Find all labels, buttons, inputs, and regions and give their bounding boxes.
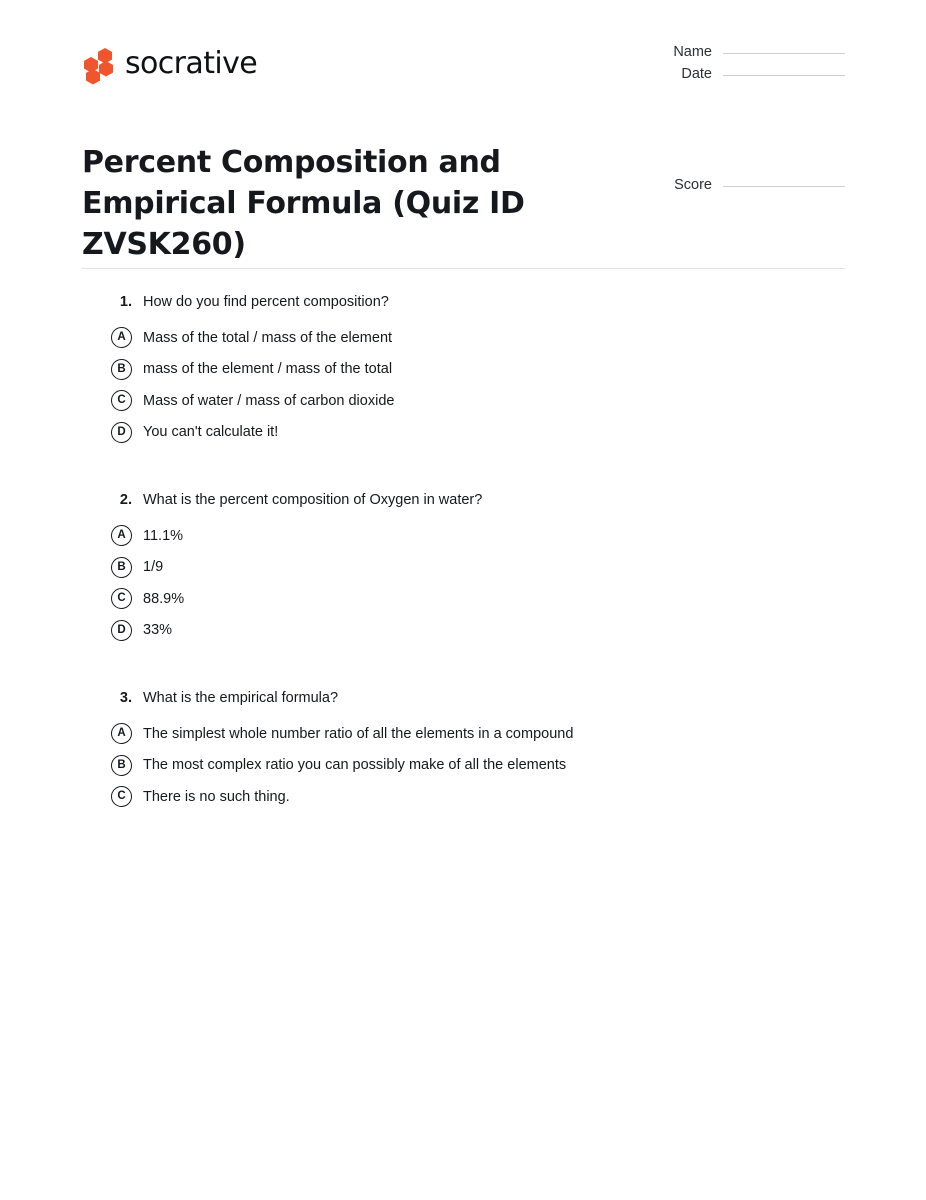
answer-option-text: 11.1%	[143, 527, 184, 544]
answer-option-row[interactable]	[82, 322, 845, 354]
score-field-label: Score	[674, 177, 712, 193]
answer-bubble-wrap	[82, 620, 143, 641]
student-info-fields	[545, 44, 845, 88]
socrative-hexagon-logo-icon	[82, 48, 114, 82]
question-block	[82, 490, 845, 646]
question-header	[82, 490, 845, 514]
quiz-title: Percent Composition and Empirical Formula (Quiz ID ZVSK260)	[82, 145, 525, 263]
answer-bubble-wrap	[82, 557, 143, 578]
answer-option-row[interactable]	[82, 583, 845, 615]
question-number: 3.	[119, 690, 132, 706]
name-field-rule[interactable]	[723, 53, 845, 54]
answer-choice-bubble[interactable]: B	[111, 755, 132, 776]
answer-option-row[interactable]	[82, 417, 845, 449]
answer-option-row[interactable]	[82, 520, 845, 552]
answer-choice-bubble[interactable]: B	[111, 359, 132, 380]
score-field-rule[interactable]	[723, 186, 845, 187]
answer-choice-bubble[interactable]: A	[111, 525, 132, 546]
answer-option-row[interactable]	[82, 615, 845, 647]
question-number: 2.	[119, 492, 132, 508]
answer-option-text: You can't calculate it!	[143, 424, 279, 441]
answer-bubble-wrap	[82, 723, 143, 744]
answer-option-text: The simplest whole number ratio of all the elements in a compound	[143, 725, 574, 742]
answer-bubble-wrap	[82, 786, 143, 807]
answer-choice-bubble[interactable]: B	[111, 557, 132, 578]
answer-bubble-wrap	[82, 525, 143, 546]
name-field-row	[545, 44, 845, 66]
answer-choice-bubble[interactable]: C	[111, 588, 132, 609]
question-block	[82, 688, 845, 813]
answer-choice-bubble[interactable]: C	[111, 390, 132, 411]
answer-option-row[interactable]	[82, 750, 845, 782]
answer-option-row[interactable]	[82, 781, 845, 813]
answer-choice-bubble[interactable]: D	[111, 422, 132, 443]
answer-option-row[interactable]	[82, 552, 845, 584]
score-field-row	[674, 177, 845, 193]
answer-bubble-wrap	[82, 327, 143, 348]
date-field-row	[545, 66, 845, 88]
socrative-brand	[82, 48, 257, 82]
name-field-label: Name	[673, 44, 712, 60]
answer-option-text: 33%	[143, 622, 173, 639]
answer-option-text: 88.9%	[143, 590, 185, 607]
answer-bubble-wrap	[82, 390, 143, 411]
answer-option-row[interactable]	[82, 718, 845, 750]
answer-choice-bubble[interactable]: C	[111, 786, 132, 807]
date-field-rule[interactable]	[723, 75, 845, 76]
answer-choice-bubble[interactable]: A	[111, 327, 132, 348]
answer-option-text: Mass of the total / mass of the element	[143, 329, 393, 346]
date-field-label: Date	[681, 66, 712, 82]
question-block	[82, 292, 845, 448]
answer-option-text: There is no such thing.	[143, 788, 290, 805]
question-header	[82, 292, 845, 316]
question-list	[82, 292, 845, 813]
header-divider	[82, 268, 845, 269]
answer-option-row[interactable]	[82, 354, 845, 386]
answer-bubble-wrap	[82, 359, 143, 380]
answer-choice-bubble[interactable]: D	[111, 620, 132, 641]
answer-bubble-wrap	[82, 755, 143, 776]
question-text: What is the percent composition of Oxygen in water?	[143, 492, 483, 508]
answer-option-text: The most complex ratio you can possibly make of all the elements	[143, 757, 567, 774]
answer-choice-bubble[interactable]: A	[111, 723, 132, 744]
question-number: 1.	[119, 294, 132, 310]
answer-option-text: mass of the element / mass of the total	[143, 361, 393, 378]
brand-wordmark: socrative	[125, 46, 258, 81]
answer-option-text: 1/9	[143, 559, 164, 576]
question-header	[82, 688, 845, 712]
answer-option-row[interactable]	[82, 385, 845, 417]
answer-option-text: Mass of water / mass of carbon dioxide	[143, 392, 395, 409]
answer-bubble-wrap	[82, 588, 143, 609]
question-text: How do you find percent composition?	[143, 294, 389, 310]
question-text: What is the empirical formula?	[143, 690, 339, 706]
answer-bubble-wrap	[82, 422, 143, 443]
page-header	[82, 44, 845, 193]
